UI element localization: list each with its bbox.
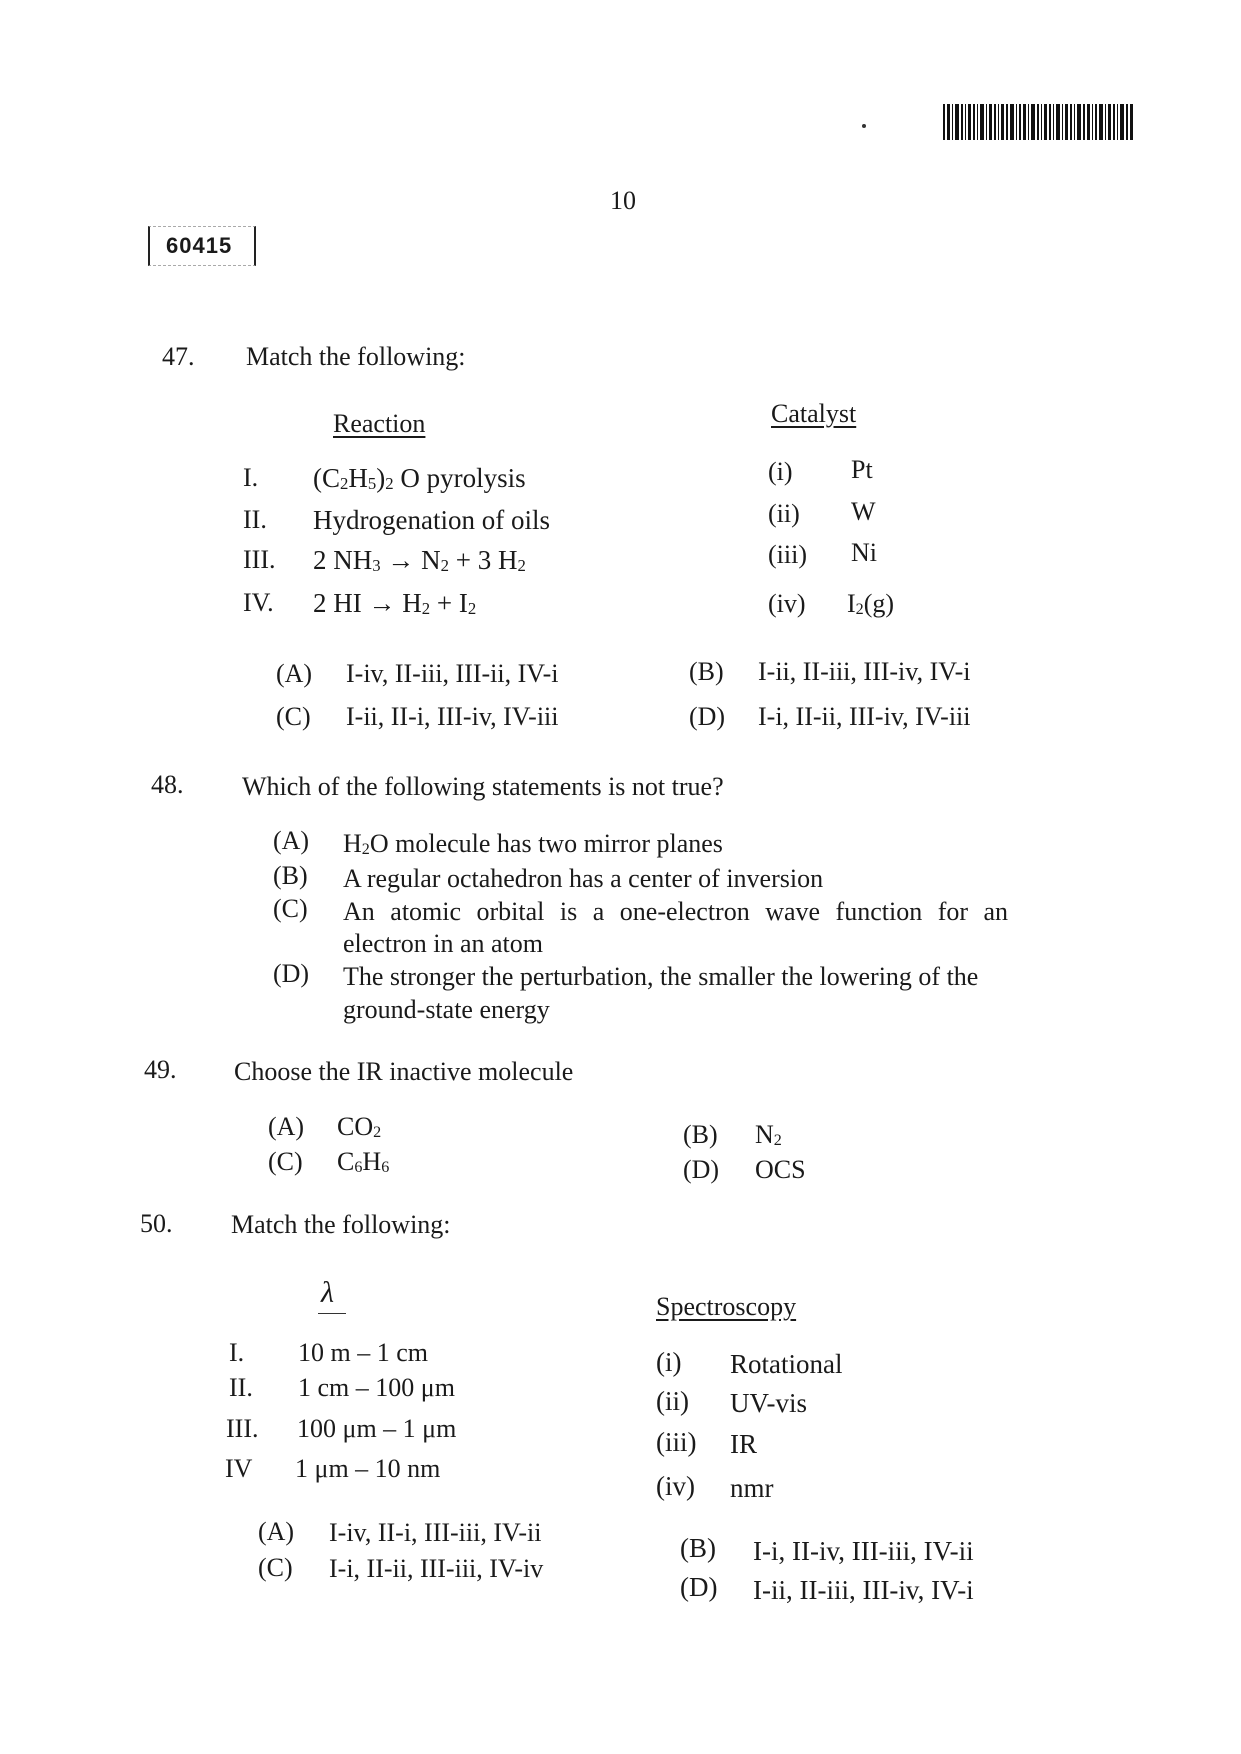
match-right-label: (iv) (768, 589, 806, 618)
match-left-text (313, 544, 526, 576)
heading-underline (318, 1313, 346, 1314)
option-label: (B) (273, 861, 308, 890)
option-text-continued: ground-state energy (343, 995, 550, 1024)
option-text: I-iv, II-i, III-iii, IV-ii (329, 1518, 542, 1547)
match-right-text-printed: $I_2(g)$ (847, 589, 895, 618)
match-left-text-printed: $(C_2H_5)_2$ O pyrolysis (313, 463, 526, 493)
option-label: (A) (276, 659, 313, 688)
match-right-text: Ni (851, 538, 877, 567)
match-left-label: III. (243, 545, 276, 574)
option-text: I-i, II-ii, III-iii, IV-iv (329, 1554, 544, 1583)
match-right-label: (iii) (768, 540, 807, 569)
match-left-label: IV. (243, 588, 274, 617)
question-number: 50. (140, 1209, 173, 1238)
option-label: (D) (689, 702, 726, 731)
column-heading-left: λ (321, 1276, 334, 1309)
column-heading-left: Reaction (333, 409, 426, 438)
match-left-text: 1 cm – 100 μm (298, 1373, 455, 1402)
match-left-text: 10 m – 1 cm (298, 1338, 428, 1367)
option-label: (C) (258, 1553, 293, 1582)
question-prompt: Match the following: (231, 1210, 451, 1239)
match-right-label: (iii) (656, 1427, 697, 1457)
option-label: (B) (689, 657, 724, 686)
paper-code-box (148, 226, 256, 266)
page-number: 10 (610, 186, 636, 215)
match-left-label: I. (243, 463, 259, 492)
question-prompt: Match the following: (246, 342, 466, 371)
option-text: OCS (755, 1155, 806, 1184)
option-label: (D) (680, 1572, 718, 1602)
option-text: I-ii, II-iii, III-iv, IV-i (753, 1575, 974, 1605)
match-right-text: Rotational (730, 1349, 843, 1379)
match-left-text: Hydrogenation of oils (313, 505, 550, 535)
stray-dot (862, 124, 866, 128)
match-left-label: III. (226, 1414, 259, 1443)
barcode (943, 104, 1133, 140)
option-label: (C) (268, 1147, 303, 1176)
column-heading-right: Spectroscopy (656, 1292, 797, 1321)
match-right-text: W (851, 497, 876, 526)
match-left-label: II. (243, 505, 267, 534)
option-text-continued: electron in an atom (343, 929, 543, 958)
option-label: (A) (258, 1517, 295, 1546)
option-text (337, 1112, 381, 1142)
match-left-text: 1 μm – 10 nm (295, 1454, 441, 1483)
option-text: The stronger the perturbation, the smaller the lowering of the (343, 962, 979, 991)
question-number: 49. (144, 1055, 177, 1084)
option-text (755, 1120, 782, 1150)
option-text-printed: $N_2$ (755, 1120, 782, 1149)
option-label: (C) (273, 894, 308, 923)
match-right-label: (i) (768, 457, 793, 486)
question-number: 47. (162, 342, 195, 371)
option-text: I-iv, II-iii, III-ii, IV-i (346, 659, 559, 688)
option-label: (C) (276, 702, 311, 731)
option-text-printed: $C_6H_6$ (337, 1147, 390, 1176)
match-left-text-printed: 2 $NH_3 \to N_2 + 3$ $H_2$ (313, 545, 526, 575)
option-text: An atomic orbital is a one-electron wave function for an (343, 897, 1009, 926)
match-right-label: (ii) (656, 1386, 689, 1416)
match-right-text: nmr (730, 1473, 774, 1503)
column-heading-right: Catalyst (771, 399, 857, 428)
paper-code: 60415 (166, 233, 233, 258)
question-prompt: Which of the following statements is not true? (242, 772, 724, 801)
question-number: 48. (151, 770, 184, 799)
match-right-label: (ii) (768, 499, 800, 528)
match-right-label: (i) (656, 1347, 682, 1377)
question-prompt: Choose the IR inactive molecule (234, 1057, 574, 1086)
option-text: I-i, II-ii, III-iv, IV-iii (758, 702, 971, 731)
match-right-label: (iv) (656, 1471, 695, 1501)
option-label: (B) (680, 1533, 716, 1563)
option-label: (A) (273, 826, 310, 855)
option-text-printed: $CO_2$ (337, 1112, 382, 1141)
match-left-text (313, 587, 476, 619)
match-left-label: I. (229, 1338, 245, 1367)
match-right-text: UV-vis (730, 1388, 808, 1418)
option-text: I-ii, II-iii, III-iv, IV-i (758, 657, 971, 686)
option-text (337, 1147, 389, 1177)
match-right-text: IR (730, 1429, 757, 1459)
option-label: (D) (683, 1155, 720, 1184)
match-right-text: Pt (851, 455, 873, 484)
option-text: I-ii, II-i, III-iv, IV-iii (346, 702, 559, 731)
match-left-label: IV (225, 1454, 253, 1483)
match-left-text (313, 462, 526, 494)
option-text-printed: $H_2O$ molecule has two mirror planes (343, 829, 723, 858)
option-text: A regular octahedron has a center of inversion (343, 864, 824, 893)
match-left-text-printed: 2 HI → $H_2 + I_2$ (313, 588, 477, 618)
option-label: (B) (683, 1120, 718, 1149)
option-label: (A) (268, 1112, 305, 1141)
match-right-text (847, 589, 894, 619)
option-text: I-i, II-iv, III-iii, IV-ii (753, 1536, 974, 1566)
option-label: (D) (273, 959, 310, 988)
option-text (343, 829, 723, 859)
match-left-label: II. (229, 1373, 253, 1402)
match-left-text: 100 μm – 1 μm (297, 1414, 457, 1443)
